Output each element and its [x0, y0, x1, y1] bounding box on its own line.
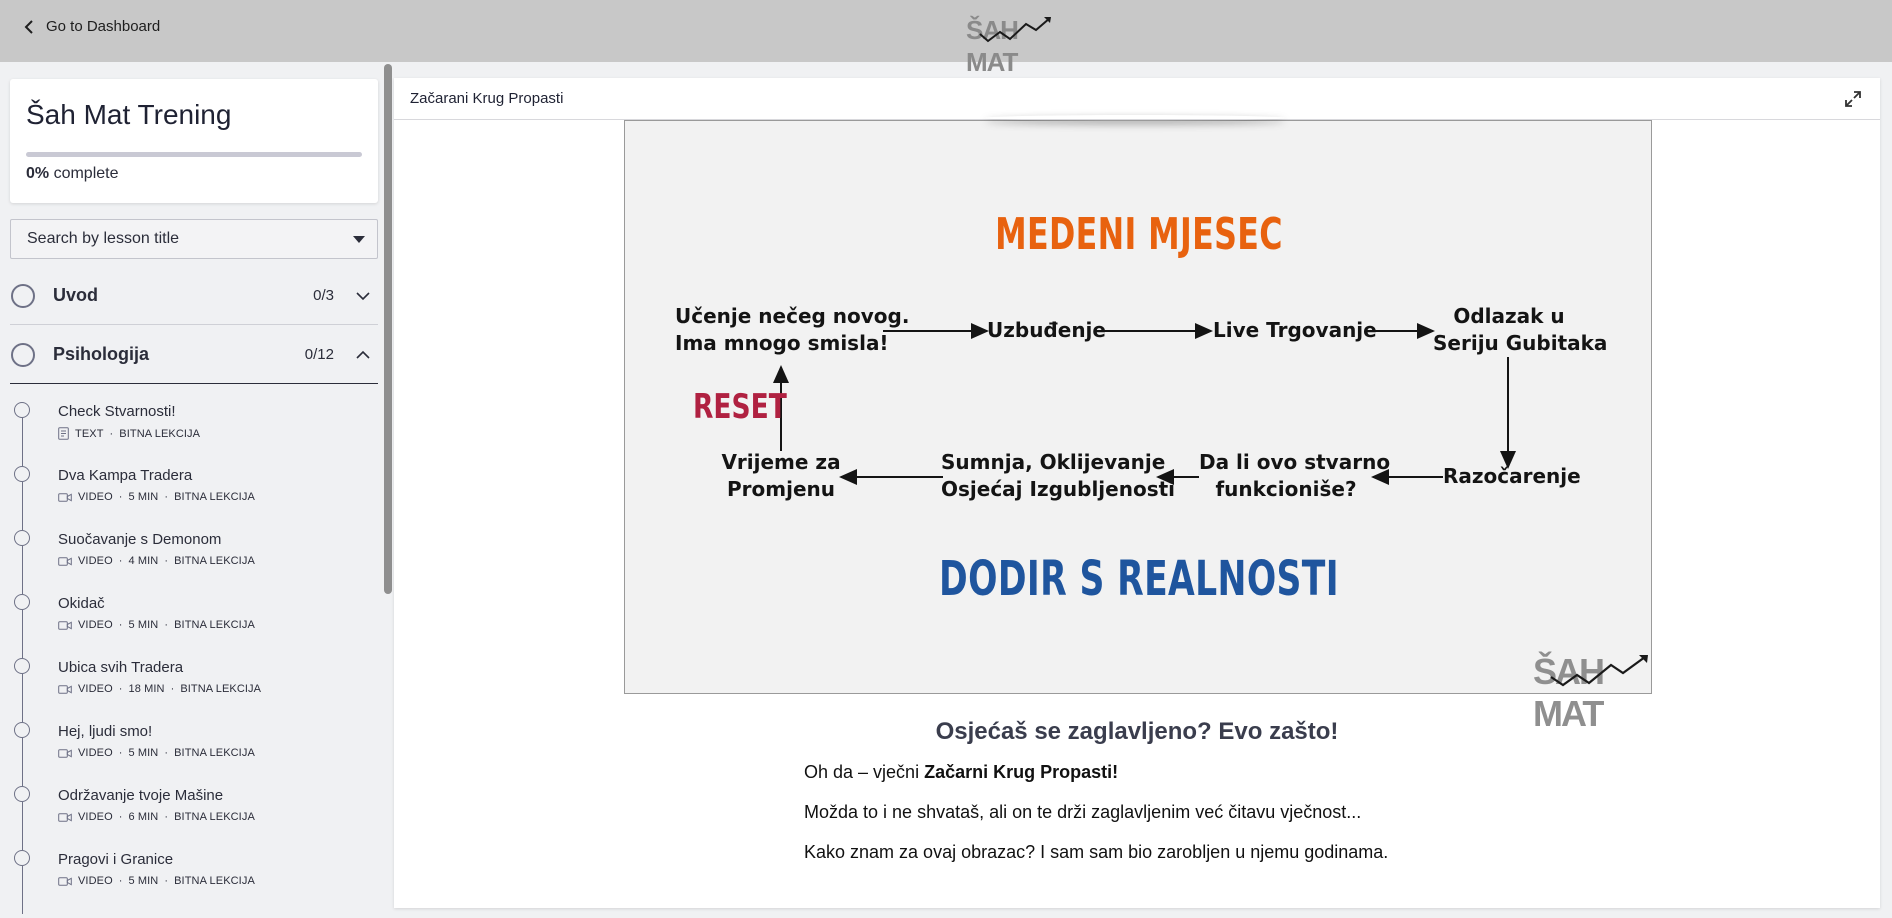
lesson-status-circle-icon	[14, 658, 30, 674]
lesson-duration: 5 MIN	[128, 747, 159, 759]
lesson-title: Održavanje tvoje Mašine	[58, 787, 224, 804]
video-icon	[58, 684, 72, 695]
node-learning-line-2: Ima mnogo smisla!	[675, 331, 889, 355]
node-live-trading: Live Trgovanje	[1213, 318, 1377, 342]
lesson-duration: 18 MIN	[128, 683, 165, 695]
text-document-icon	[58, 427, 69, 440]
lesson-title: Pragovi i Granice	[58, 851, 174, 868]
lesson-title: Ubica svih Tradera	[58, 659, 184, 676]
node-doubt-line-2: funkcioniše?	[1215, 477, 1357, 501]
chapter-count: 0/3	[313, 287, 334, 304]
go-to-dashboard-link[interactable]	[24, 18, 160, 35]
lesson-tag: BITNA LEKCIJA	[174, 491, 255, 503]
video-icon	[58, 748, 72, 759]
meta-separator: ·	[118, 875, 123, 887]
lesson-tag: BITNA LEKCIJA	[119, 427, 201, 440]
lesson-tag: BITNA LEKCIJA	[174, 619, 255, 631]
lesson-status-circle-icon	[14, 530, 30, 546]
node-losing-streak	[1433, 303, 1608, 357]
node-change-line-1: Vrijeme za	[721, 450, 841, 474]
lesson-type: VIDEO	[78, 683, 113, 695]
node-losses-line-2: Seriju Gubitaka	[1433, 331, 1608, 355]
lesson-type: VIDEO	[78, 747, 113, 759]
brand-logo[interactable]	[966, 14, 1052, 77]
video-icon	[58, 876, 72, 887]
meta-separator: ·	[118, 619, 123, 631]
paragraph-1-text: Oh da – vječni	[804, 762, 925, 782]
chevron-up-icon	[356, 348, 370, 362]
chart-line-logo-icon	[966, 14, 1052, 46]
lesson-type: TEXT	[75, 427, 104, 440]
chapter-count: 0/12	[304, 346, 334, 363]
lesson-tag: BITNA LEKCIJA	[174, 875, 255, 887]
meta-separator: ·	[164, 555, 169, 567]
lesson-item[interactable]	[10, 456, 378, 520]
lesson-search-placeholder: Search by lesson title	[27, 230, 180, 247]
lesson-title: Hej, ljudi smo!	[58, 723, 153, 740]
video-icon	[58, 812, 72, 823]
sidebar-scrollbar[interactable]	[384, 64, 392, 594]
slide-title-medeni-mjesec: MEDENI MJESEC	[995, 209, 1283, 260]
chapter-psihologija[interactable]	[10, 326, 378, 384]
lesson-tag: BITNA LEKCIJA	[174, 747, 255, 759]
node-time-for-change	[721, 449, 841, 503]
lesson-header	[394, 78, 1880, 120]
lesson-item[interactable]	[10, 840, 378, 904]
node-change-line-2: Promjenu	[727, 477, 835, 501]
lesson-meta	[58, 555, 255, 567]
meta-separator: ·	[118, 683, 123, 695]
lesson-content-panel	[394, 78, 1880, 908]
chapter-title: Uvod	[53, 285, 98, 305]
lesson-status-circle-icon	[14, 402, 30, 418]
video-icon	[58, 556, 72, 567]
article-paragraph-1	[804, 762, 1118, 783]
progress-suffix: complete	[53, 165, 119, 182]
lesson-type: VIDEO	[78, 555, 113, 567]
meta-separator: ·	[164, 619, 169, 631]
lesson-search-dropdown[interactable]	[10, 219, 378, 259]
node-excitement: Uzbuđenje	[987, 318, 1106, 342]
lesson-title: Dva Kampa Tradera	[58, 467, 193, 484]
lesson-list	[10, 392, 378, 904]
node-hesitation-line-1: Sumnja, Oklijevanje	[941, 450, 1166, 474]
course-sidebar	[0, 62, 392, 918]
meta-separator: ·	[118, 747, 123, 759]
progress-text	[26, 165, 119, 183]
chapter-title: Psihologija	[53, 344, 150, 364]
lesson-item[interactable]	[10, 392, 378, 456]
lesson-status-circle-icon	[14, 722, 30, 738]
meta-separator: ·	[164, 747, 169, 759]
article-paragraph-3: Kako znam za ovaj obrazac? I sam sam bio zarobljen u njemu godinama.	[804, 842, 1389, 862]
meta-separator: ·	[164, 875, 169, 887]
node-losses-line-1: Odlazak u	[1453, 304, 1565, 328]
expand-fullscreen-icon[interactable]	[1844, 90, 1862, 108]
lesson-title: Začarani Krug Propasti	[410, 90, 564, 107]
lesson-type: VIDEO	[78, 491, 113, 503]
video-icon	[58, 620, 72, 631]
lesson-meta	[58, 427, 200, 440]
lesson-meta	[58, 747, 255, 759]
lesson-item[interactable]	[10, 712, 378, 776]
node-hesitation-line-2: Osjećaj Izgubljenosti	[941, 477, 1176, 501]
node-hesitation	[941, 449, 1176, 503]
lesson-status-circle-icon	[14, 466, 30, 482]
meta-separator: ·	[109, 427, 114, 440]
lesson-title: Check Stvarnosti!	[58, 403, 176, 420]
lesson-meta	[58, 619, 255, 631]
chapter-status-circle-icon	[11, 284, 35, 308]
progress-bar	[26, 152, 362, 157]
lesson-item[interactable]	[10, 520, 378, 584]
lesson-type: VIDEO	[78, 811, 113, 823]
lesson-meta	[58, 811, 255, 823]
node-doubt-line-1: Da li ovo stvarno	[1199, 450, 1391, 474]
timeline-connector	[22, 866, 24, 914]
progress-value: 0%	[26, 165, 50, 182]
node-disappointment: Razočarenje	[1443, 464, 1581, 488]
lesson-duration: 4 MIN	[128, 555, 159, 567]
lesson-title: Suočavanje s Demonom	[58, 531, 222, 548]
lesson-duration: 5 MIN	[128, 619, 159, 631]
meta-separator: ·	[164, 811, 169, 823]
meta-separator: ·	[118, 491, 123, 503]
lesson-meta	[58, 875, 255, 887]
chapter-uvod[interactable]	[10, 267, 378, 325]
caret-down-icon	[353, 236, 365, 243]
lesson-duration: 5 MIN	[128, 875, 159, 887]
lesson-type: VIDEO	[78, 619, 113, 631]
chapter-status-circle-icon	[11, 343, 35, 367]
slide-title-dodir-s-realnosti: DODIR S REALNOSTI	[939, 551, 1339, 607]
meta-separator: ·	[164, 491, 169, 503]
lesson-tag: BITNA LEKCIJA	[174, 811, 255, 823]
lesson-title: Okidač	[58, 595, 105, 612]
lesson-item[interactable]	[10, 776, 378, 840]
chevron-down-icon	[356, 289, 370, 303]
paragraph-1-bold: Začarni Krug Propasti!	[924, 762, 1119, 782]
meta-separator: ·	[118, 555, 123, 567]
lesson-status-circle-icon	[14, 850, 30, 866]
lesson-status-circle-icon	[14, 786, 30, 802]
node-doubt	[1199, 449, 1391, 503]
brand-logo-text: ŠAH MAT	[966, 15, 1018, 77]
lesson-meta	[58, 491, 255, 503]
course-progress-card	[10, 79, 378, 203]
top-bar	[0, 0, 1892, 77]
lesson-status-circle-icon	[14, 594, 30, 610]
lesson-duration: 5 MIN	[128, 491, 159, 503]
meta-separator: ·	[118, 811, 123, 823]
slide-logo-text: ŠAH MAT	[1533, 651, 1604, 734]
article-paragraph-2: Možda to i ne shvataš, ali on te drži zaglavljenim već čitavu vječnost...	[804, 802, 1362, 822]
chevron-left-icon	[24, 19, 34, 35]
lesson-item[interactable]	[10, 648, 378, 712]
lesson-item[interactable]	[10, 584, 378, 648]
article-heading: Osjećaš se zaglavljeno? Evo zašto!	[935, 718, 1339, 745]
lesson-meta	[58, 683, 261, 695]
meta-separator: ·	[170, 683, 175, 695]
course-title: Šah Mat Trening	[26, 99, 232, 130]
node-learning-line-1: Učenje nečeg novog.	[675, 304, 910, 328]
go-to-dashboard-label: Go to Dashboard	[46, 18, 161, 35]
reset-label: RESET	[693, 387, 787, 427]
video-icon	[58, 492, 72, 503]
lesson-type: VIDEO	[78, 875, 113, 887]
lesson-tag: BITNA LEKCIJA	[174, 555, 255, 567]
node-learning	[675, 303, 910, 357]
lesson-duration: 6 MIN	[128, 811, 159, 823]
lesson-tag: BITNA LEKCIJA	[180, 683, 262, 695]
chart-line-logo-icon	[1533, 651, 1651, 691]
